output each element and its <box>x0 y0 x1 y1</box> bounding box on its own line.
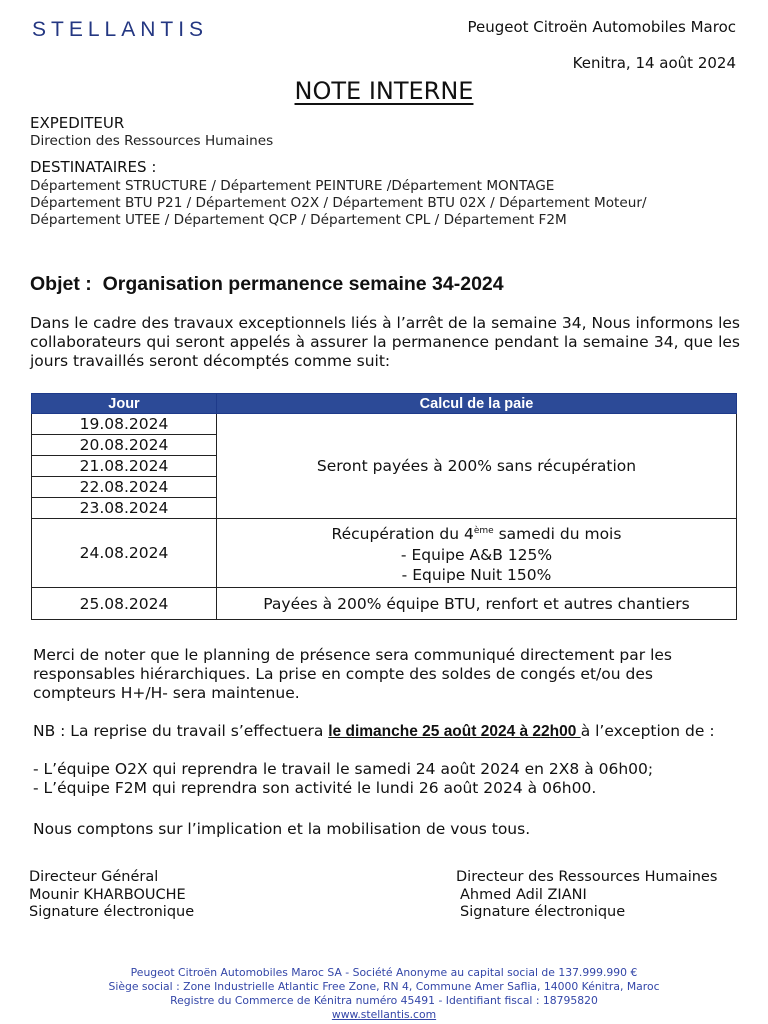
day-cell: 22.08.2024 <box>32 477 217 498</box>
table-header-row <box>32 394 737 414</box>
pay-cell: Payées à 200% équipe BTU, renfort et autres chantiers <box>217 588 737 620</box>
sender-value: Direction des Ressources Humaines <box>30 133 274 149</box>
document-title: NOTE INTERNE <box>294 77 474 105</box>
header-pay: Calcul de la paie <box>217 394 737 414</box>
table-row <box>32 414 737 435</box>
signatory-role: Directeur Général <box>29 869 159 885</box>
saturday-line-3: - Equipe Nuit 150% <box>401 565 552 584</box>
subject-text: Organisation permanence semaine 34-2024 <box>102 273 504 295</box>
signatory-signature: Signature électronique <box>29 904 195 920</box>
recipients-line: Département BTU P21 / Département O2X / Département BTU 02X / Département Moteur/ <box>30 195 647 211</box>
day-cell: 24.08.2024 <box>32 519 217 588</box>
subject-line <box>30 273 504 296</box>
recipients-line: Département STRUCTURE / Département PEINTURE /Département MONTAGE <box>30 178 555 194</box>
website-link[interactable]: www.stellantis.com <box>331 1008 437 1021</box>
subject-label: Objet : <box>30 273 92 295</box>
sender-label: EXPEDITEUR <box>30 114 125 132</box>
recipients-label: DESTINATAIRES : <box>30 158 157 176</box>
nb-item: - L’équipe F2M qui reprendra son activité le lundi 26 août 2024 à 06h00. <box>33 779 597 797</box>
signatory-name: Mounir KHARBOUCHE <box>29 886 186 903</box>
day-cell: 23.08.2024 <box>32 498 217 519</box>
footer-line: Registre du Commerce de Kénitra numéro 45491 - Identifiant fiscal : 18795820 <box>170 994 598 1007</box>
signatory-signature: Signature électronique <box>460 904 626 920</box>
footer-line: Siège social : Zone Industrielle Atlantic Free Zone, RN 4, Commune Amer Saflia, 14000 Kénitra, Maroc <box>108 980 660 993</box>
header-day: Jour <box>32 394 217 414</box>
resume-date-highlight: le dimanche 25 août 2024 à 22h00 <box>328 723 581 740</box>
pay-table <box>31 393 737 620</box>
nb-paragraph: NB : La reprise du travail s’effectuera le dimanche 25 août 2024 à 22h00 à l’exception de : <box>33 722 715 740</box>
signatory-name: Ahmed Adil ZIANI <box>460 886 587 903</box>
nb-item: - L’équipe O2X qui reprendra le travail le samedi 24 août 2024 en 2X8 à 06h00; <box>33 760 654 778</box>
intro-paragraph: Dans le cadre des travaux exceptionnels liés à l’arrêt de la semaine 34, Nous informons les collaborateurs qui seront appelés à assurer la permanence pendant la semaine 34, que les jours travaillés seront décomptés comme suit: <box>30 314 740 370</box>
closing-sentence: Nous comptons sur l’implication et la mobilisation de vous tous. <box>33 820 531 838</box>
signatory-right <box>456 869 717 922</box>
footer-line: Peugeot Citroën Automobiles Maroc SA - Société Anonyme au capital social de 137.999.990 € <box>130 966 638 979</box>
saturday-line-1: Récupération du 4ème samedi du mois <box>331 525 622 544</box>
pay-cell: Seront payées à 200% sans récupération <box>217 414 737 519</box>
table-row <box>32 588 737 620</box>
signatory-left <box>29 869 194 922</box>
planning-paragraph: Merci de noter que le planning de présence sera communiqué directement par les responsables hiérarchiques. La prise en compte des soldes de congés et/ou des compteurs H+/H- sera maintenue. <box>33 646 672 702</box>
company-name: Peugeot Citroën Automobiles Maroc <box>467 18 736 36</box>
day-cell: 19.08.2024 <box>32 414 217 435</box>
day-cell: 20.08.2024 <box>32 435 217 456</box>
signatory-role: Directeur des Ressources Humaines <box>456 869 718 885</box>
recipients-line: Département UTEE / Département QCP / Département CPL / Département F2M <box>30 212 567 228</box>
saturday-line-2: - Equipe A&B 125% <box>400 545 553 564</box>
place-date: Kenitra, 14 août 2024 <box>572 54 736 72</box>
day-cell: 21.08.2024 <box>32 456 217 477</box>
day-cell: 25.08.2024 <box>32 588 217 620</box>
footer <box>0 966 768 1022</box>
pay-cell <box>217 519 737 588</box>
table-row <box>32 519 737 588</box>
stellantis-logo: STELLANTIS <box>32 18 209 41</box>
